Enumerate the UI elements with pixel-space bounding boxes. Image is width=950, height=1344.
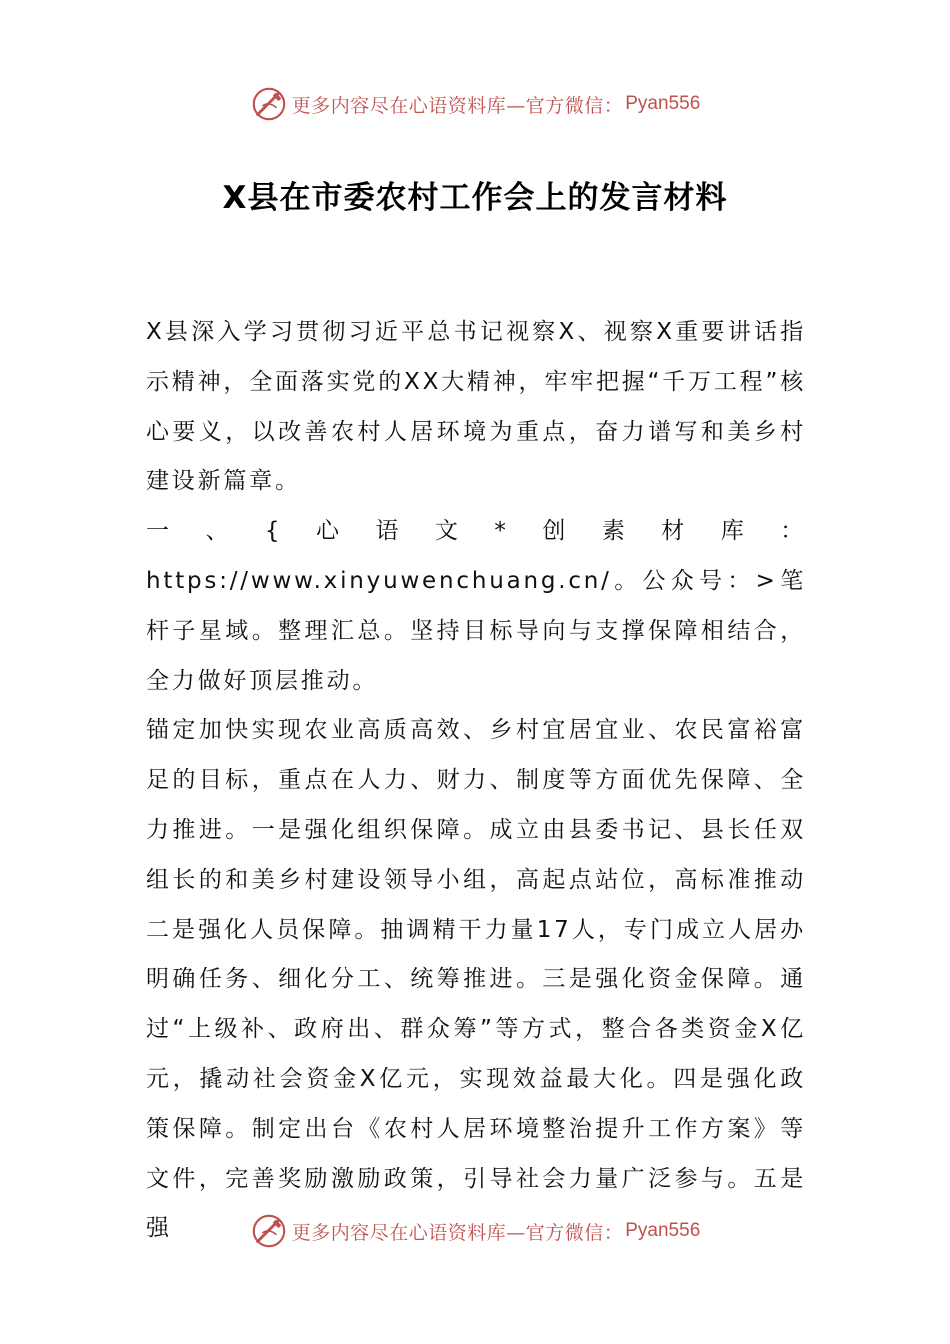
watermark-account: Pyan556 bbox=[625, 1220, 701, 1241]
pen-circle-logo-icon bbox=[250, 1212, 288, 1250]
document-body bbox=[146, 308, 806, 1254]
document-title: X县在市委农村工作会上的发言材料 bbox=[222, 180, 728, 216]
paragraph-section-one: 一、{心语文*创素材库：https://www.xinyuwenchuang.cn/。公众号：>笔杆子星域。整理汇总。坚持目标导向与支撑保障相结合，全力做好顶层推动。 bbox=[146, 518, 806, 694]
watermark-account: Pyan556 bbox=[625, 93, 701, 114]
paragraph-intro: X县深入学习贯彻习近平总书记视察X、视察X重要讲话指示精神，全面落实党的XX大精神，牢牢把握“千万工程”核心要义，以改善农村人居环境为重点，奋力谱写和美乡村建设新篇章。 bbox=[146, 319, 806, 495]
header-watermark-banner bbox=[0, 84, 950, 124]
paragraph-measures: 锚定加快实现农业高质高效、乡村宜居宜业、农民富裕富足的目标，重点在人力、财力、制度等方面优先保障、全力推进。一是强化组织保障。成立由县委书记、县长任双组长的和美乡村建设领导小组，高起点站位，高标准推动二是强化人员保障。抽调精干力量17人，专门成立人居办明确任务、细化分工、统筹推进。三是强化资金保障。通过“上级补、政府出、群众筹”等方式，整合各类资金X亿元，撬动社会资金X亿元，实现效益最大化。四是强化政策保障。制定出台《农村人居环境整治提升工作方案》等文件，完善奖励激励政策，引导社会力量广泛参与。五是强 bbox=[146, 717, 806, 1242]
watermark-text: 更多内容尽在心语资料库—官方微信： bbox=[291, 94, 624, 117]
watermark-text: 更多内容尽在心语资料库—官方微信： bbox=[291, 1221, 624, 1244]
pen-circle-logo-icon bbox=[250, 85, 288, 123]
footer-watermark-banner bbox=[0, 1211, 950, 1251]
